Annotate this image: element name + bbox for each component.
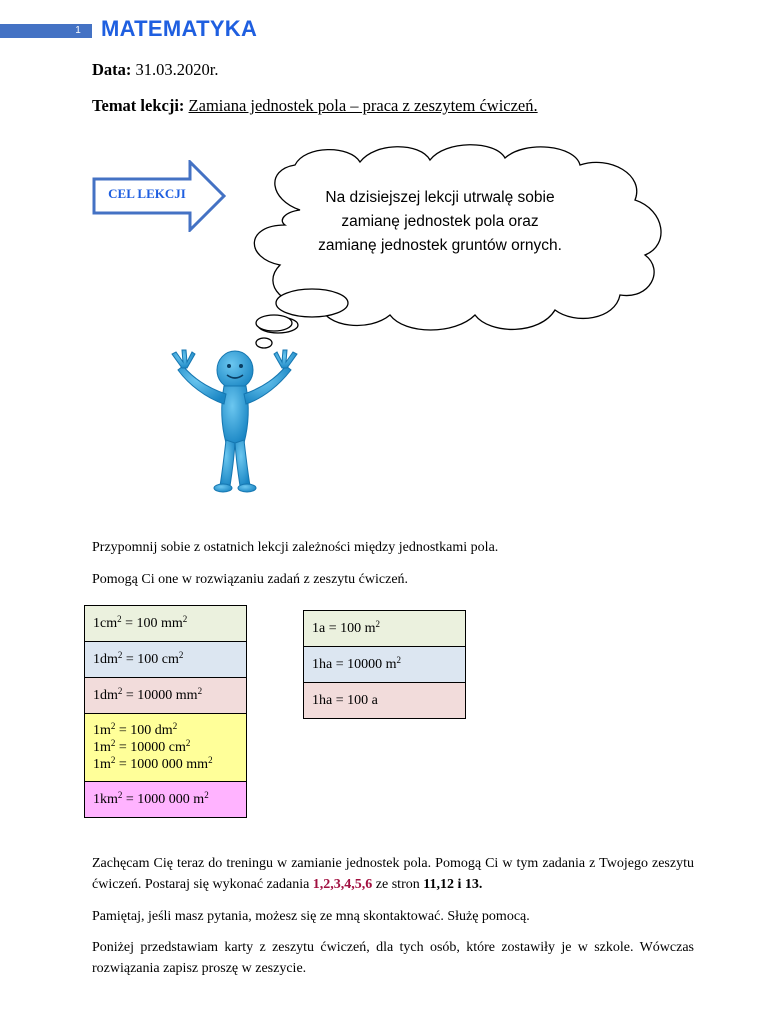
intro-paragraph-1: Przypomnij sobie z ostatnich lekcji zależności między jednostkami pola. (92, 540, 499, 555)
table-row (85, 782, 247, 818)
topic-line (92, 96, 538, 116)
cloud-line-1: Na dzisiejszej lekcji utrwalę sobie (325, 189, 555, 206)
unit-line: $1m^2 = 100$ $dm^2$ (93, 721, 178, 738)
unit-line: $1m^2 = 10000$ $cm^2$ (93, 738, 191, 755)
table-row (304, 683, 466, 719)
area-units-table (84, 605, 247, 818)
unit-line: $1dm^2 = 10000$ $mm^2$ (93, 685, 203, 703)
date-line (92, 60, 219, 80)
table-cell: 1ha = 100 a (304, 683, 466, 719)
land-units-table (303, 610, 466, 719)
unit-line: $1cm^2 = 100$ $mm^2$ (93, 613, 188, 631)
blue-stick-figure-icon (168, 348, 300, 493)
intro-paragraph-2: Pomogą Ci one w rozwiązaniu zadań z zeszytu ćwiczeń. (92, 572, 409, 587)
workbook-paragraph: Poniżej przedstawiam karty z zeszytu ćwiczeń, dla tych osób, które zostawiły je w szkole. Wówczas rozwiązania zapisz proszę w zeszycie. (92, 940, 694, 976)
table-cell (85, 678, 247, 714)
task-numbers: 1,2,3,4,5,6 (312, 877, 373, 892)
topic-label: Temat lekcji: (92, 96, 185, 115)
table-cell: 1ha = 10000 $m^2$ (304, 647, 466, 683)
table-row (85, 606, 247, 642)
table-row (304, 647, 466, 683)
table-cell (85, 782, 247, 818)
lesson-goal-text (290, 186, 590, 258)
page-number: 1 (75, 25, 81, 36)
date-label: Data: (92, 60, 132, 79)
table-row (304, 611, 466, 647)
date-value: 31.03.2020r. (135, 60, 219, 79)
thought-bubble-icon (254, 313, 294, 353)
unit-line: $1m^2 = 1000$ 000 $mm^2$ (93, 755, 213, 772)
table-cell (85, 642, 247, 678)
page-title: MATEMATYKA (101, 16, 258, 41)
topic-value: Zamiana jednostek pola – praca z zeszytem ćwiczeń. (188, 96, 538, 115)
table-row (85, 714, 247, 782)
lesson-goal-label: CEL LEKCJI (108, 186, 186, 201)
table-cell (85, 606, 247, 642)
unit-line: $1dm^2 = 100$ $cm^2$ (93, 649, 184, 667)
table-row (85, 642, 247, 678)
table-cell (85, 714, 247, 782)
cloud-line-3: zamianę jednostek gruntów ornych. (318, 237, 562, 254)
table-row (85, 678, 247, 714)
task-paragraph: Zachęcam Cię teraz do treningu w zamianie jednostek pola. Pomogą Ci w tym zadania z Twojego zeszytu ćwiczeń. Postaraj się wykonać zadania 1,2,3,4,5,6 ze stron 11,12 i 13. (92, 856, 694, 892)
table-cell: 1a = 100 $m^2$ (304, 611, 466, 647)
cloud-line-2: zamianę jednostek pola oraz (341, 213, 539, 230)
contact-paragraph: Pamiętaj, jeśli masz pytania, możesz się ze mną skontaktować. Służę pomocą. (92, 909, 530, 924)
page-numbers: 11,12 i 13. (423, 877, 483, 892)
unit-line: $1km^2 = 1000$ 000 $m^2$ (93, 789, 209, 807)
